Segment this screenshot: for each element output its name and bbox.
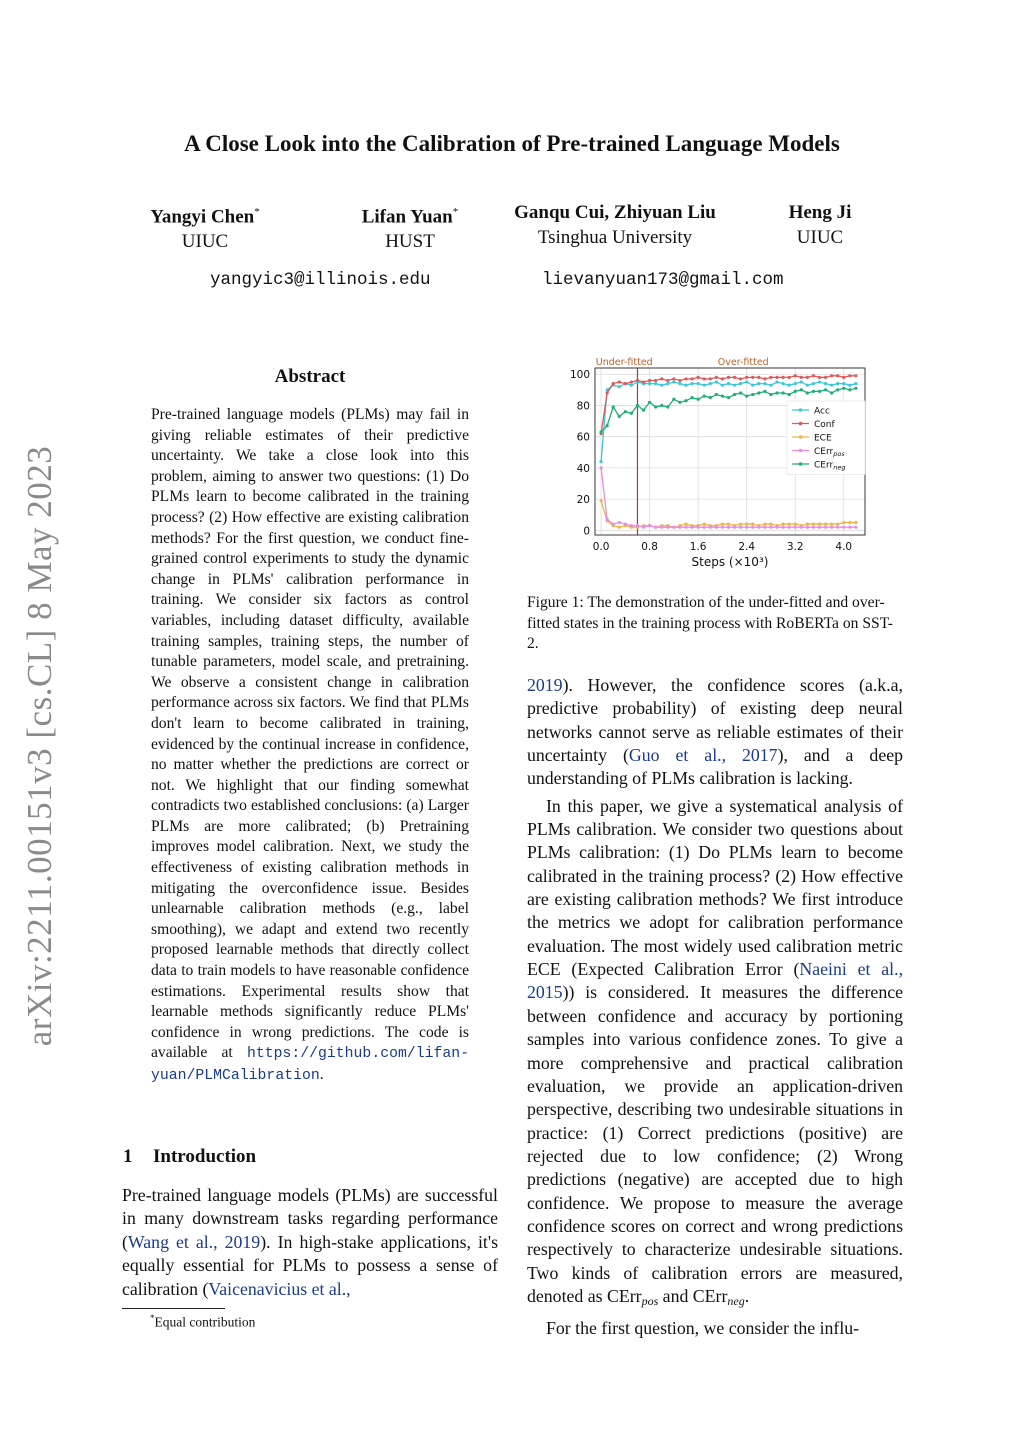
data-point-cerr-pos (672, 526, 675, 529)
data-point-cerr-neg (612, 405, 615, 408)
data-point-conf (715, 376, 718, 379)
data-point-conf (636, 379, 639, 382)
data-point-conf (672, 377, 675, 380)
data-point-acc (666, 382, 669, 385)
data-point-cerr-pos (763, 526, 766, 529)
data-point-conf (751, 376, 754, 379)
data-point-cerr-pos (818, 526, 821, 529)
legend-label-subscript: pos (833, 450, 845, 458)
data-point-cerr-pos (788, 526, 791, 529)
author-affiliation: UIUC (181, 231, 229, 253)
data-point-cerr-neg (830, 391, 833, 394)
data-point-cerr-pos (769, 526, 772, 529)
data-point-cerr-neg (800, 388, 803, 391)
data-point-cerr-pos (666, 526, 669, 529)
data-point-ece (788, 522, 791, 525)
data-point-cerr-pos (812, 526, 815, 529)
data-point-ece (848, 521, 851, 524)
data-point-cerr-neg (672, 398, 675, 401)
figure-caption: Figure 1: The demonstration of the under-fitted and over-fitted states in the training process with RoBERTa on SST-2. (527, 594, 893, 653)
data-point-cerr-pos (618, 521, 621, 524)
data-point-cerr-pos (660, 526, 663, 529)
series-line-cerr-pos (601, 468, 856, 527)
data-point-acc (745, 380, 748, 383)
author-3 (495, 200, 735, 250)
author-affiliation: UIUC (796, 227, 844, 248)
right-column-text (527, 674, 903, 1341)
right-text-d: )) is considered. It measures the difference between confidence and accuracy by portioning samples into various confidence zones. To give a more comprehensive and practical calibration evaluation, we provide an application-driven perspective, describing two undesirable situations in practice: (1) Correct predictions (positive) are rejected due to low confidence; (2) Wrong predictions (negative) are accepted due to high confidence. We propose to measure the average confidence scores on correct and wrong predictions respectively to characterize undesirable situations. Two kinds of calibration errors are measured, denoted as CErr (527, 982, 903, 1306)
data-point-conf (800, 376, 803, 379)
data-point-acc (648, 382, 651, 385)
data-point-ece (751, 522, 754, 525)
x-axis-label: Steps (×10³) (691, 555, 769, 569)
data-point-conf (733, 376, 736, 379)
y-tick-label: 60 (576, 431, 590, 444)
legend-marker (799, 422, 803, 426)
data-point-ece (703, 522, 706, 525)
data-point-cerr-pos (703, 526, 706, 529)
data-point-cerr-neg (654, 405, 657, 408)
data-point-ece (794, 522, 797, 525)
data-point-conf (739, 377, 742, 380)
section-number: 1 (123, 1146, 133, 1167)
y-tick-label: 0 (583, 525, 590, 538)
data-point-cerr-pos (794, 526, 797, 529)
data-point-cerr-pos (745, 526, 748, 529)
data-point-cerr-neg (690, 396, 693, 399)
data-point-acc (709, 382, 712, 385)
data-point-cerr-pos (612, 522, 615, 525)
data-point-ece (806, 522, 809, 525)
y-tick-label: 40 (576, 462, 590, 475)
data-point-conf (854, 374, 857, 377)
data-point-conf (721, 377, 724, 380)
data-point-acc (684, 384, 687, 387)
data-point-acc (727, 382, 730, 385)
data-point-ece (599, 499, 602, 502)
data-point-ece (824, 522, 827, 525)
data-point-conf (630, 380, 633, 383)
data-point-cerr-pos (678, 526, 681, 529)
data-point-ece (721, 522, 724, 525)
data-point-acc (751, 384, 754, 387)
data-point-cerr-pos (606, 518, 609, 521)
data-point-conf (612, 382, 615, 385)
legend-label: ECE (814, 433, 832, 444)
data-point-cerr-neg (775, 391, 778, 394)
data-point-cerr-neg (648, 401, 651, 404)
legend-marker (799, 462, 803, 466)
data-point-cerr-pos (800, 526, 803, 529)
data-point-acc (824, 382, 827, 385)
legend-marker (799, 408, 803, 412)
legend-label-subscript: neg (833, 463, 846, 472)
footnote (150, 1313, 255, 1331)
data-point-cerr-neg (618, 415, 621, 418)
data-point-cerr-pos (599, 466, 602, 469)
data-point-cerr-neg (769, 393, 772, 396)
data-point-cerr-neg (842, 387, 845, 390)
subscript-pos: pos (641, 1293, 659, 1308)
data-point-ece (763, 522, 766, 525)
data-point-conf (836, 374, 839, 377)
data-point-cerr-neg (836, 388, 839, 391)
data-point-cerr-pos (848, 526, 851, 529)
data-point-cerr-pos (721, 526, 724, 529)
over-fitted-label: Over-fitted (717, 357, 769, 368)
data-point-cerr-neg (721, 394, 724, 397)
footnote-text: Equal contribution (154, 1314, 256, 1330)
data-point-conf (703, 377, 706, 380)
data-point-acc (703, 384, 706, 387)
data-point-conf (624, 382, 627, 385)
data-point-cerr-pos (824, 526, 827, 529)
x-tick-label: 0.8 (641, 541, 658, 553)
data-point-conf (660, 377, 663, 380)
data-point-cerr-neg (642, 409, 645, 412)
data-point-acc (806, 384, 809, 387)
citation-vaicenavicius-year[interactable]: 2019 (527, 675, 563, 695)
data-point-cerr-pos (697, 526, 700, 529)
data-point-cerr-neg (818, 390, 821, 393)
data-point-cerr-pos (781, 526, 784, 529)
y-tick-label: 20 (576, 494, 590, 507)
data-point-ece (739, 522, 742, 525)
author-name: Ganqu Cui, Zhiyuan Liu (514, 202, 716, 223)
legend-label: Conf (814, 420, 835, 430)
data-point-ece (836, 522, 839, 525)
right-paragraph-3: For the first question, we consider the influ- (546, 1318, 860, 1339)
data-point-conf (606, 391, 609, 394)
calibration-chart (555, 352, 875, 574)
data-point-conf (818, 376, 821, 379)
data-point-acc (781, 382, 784, 385)
data-point-cerr-neg (745, 394, 748, 397)
data-point-cerr-pos (806, 526, 809, 529)
data-point-conf (709, 377, 712, 380)
data-point-acc (836, 382, 839, 385)
data-point-acc (818, 380, 821, 383)
data-point-conf (781, 376, 784, 379)
data-point-acc (812, 382, 815, 385)
email-1[interactable]: yangyic3@illinois.edu (210, 270, 431, 290)
data-point-conf (842, 376, 845, 379)
data-point-conf (654, 379, 657, 382)
email-2[interactable]: lievanyuan173@gmail.com (542, 270, 784, 290)
data-point-cerr-neg (854, 387, 857, 390)
data-point-conf (775, 376, 778, 379)
under-fitted-label: Under-fitted (595, 357, 653, 368)
data-point-ece (781, 522, 784, 525)
figure-1 (555, 352, 875, 574)
section-title: Introduction (153, 1146, 257, 1167)
data-point-ece (727, 522, 730, 525)
abstract-heading: Abstract (274, 366, 346, 387)
legend-label: Acc (814, 406, 830, 417)
data-point-cerr-neg (757, 391, 760, 394)
author-name: Heng Ji (788, 202, 852, 223)
footnote-mark: * (150, 1313, 155, 1323)
data-point-cerr-pos (690, 526, 693, 529)
data-point-cerr-pos (757, 526, 760, 529)
data-point-acc (678, 382, 681, 385)
intro-text-a: Pre-trained language models (PLMs) are successful in many downstream tasks regarding performance ( (122, 1185, 498, 1252)
data-point-ece (842, 521, 845, 524)
intro-text-b: ). In high-stake applications, it's equally essential for PLMs to possess a sense of calibration ( (122, 1231, 498, 1299)
author-name: Lifan Yuan (361, 206, 453, 228)
data-point-acc (830, 384, 833, 387)
data-point-acc (654, 382, 657, 385)
author-1 (130, 200, 280, 254)
data-point-ece (769, 522, 772, 525)
data-point-cerr-neg (703, 394, 706, 397)
data-point-cerr-neg (636, 404, 639, 407)
data-point-cerr-neg (751, 393, 754, 396)
y-tick-label: 100 (569, 369, 590, 382)
abstract-end: . (319, 1066, 324, 1083)
data-point-conf (794, 374, 797, 377)
data-point-acc (757, 382, 760, 385)
section-heading-introduction (123, 1146, 256, 1168)
data-point-acc (630, 384, 633, 387)
author-name: Yangyi Chen (150, 206, 255, 228)
data-point-ece (684, 522, 687, 525)
author-mark: * (452, 206, 459, 218)
data-point-cerr-pos (830, 526, 833, 529)
code-link[interactable]: https://github.com/lifan-yuan/PLMCalibration (151, 1046, 469, 1084)
data-point-conf (745, 376, 748, 379)
data-point-cerr-pos (654, 526, 657, 529)
arxiv-id: arXiv:2211.00151v3 [cs.CL] 8 May 2023 (20, 445, 59, 1046)
data-point-cerr-neg (739, 391, 742, 394)
data-point-cerr-pos (836, 526, 839, 529)
data-point-ece (812, 522, 815, 525)
data-point-cerr-pos (842, 526, 845, 529)
data-point-cerr-pos (775, 526, 778, 529)
right-text-c: In this paper, we give a systematical analysis of PLMs calibration. We consider two questions about PLMs calibration: (1) Do PLMs learn to become calibrated in the training process? (2) How effective are existing calibration methods? We first introduce the metrics we adopt for calibration performance evaluation. The most widely used calibration metric ECE (Expected Calibration Error ( (527, 795, 903, 980)
author-mark: * (254, 206, 260, 218)
data-point-acc (769, 384, 772, 387)
right-paragraph-1 (527, 674, 903, 791)
data-point-acc (848, 384, 851, 387)
data-point-cerr-neg (606, 424, 609, 427)
data-point-cerr-neg (727, 396, 730, 399)
data-point-cerr-pos (739, 526, 742, 529)
data-point-cerr-pos (751, 526, 754, 529)
data-point-cerr-neg (697, 398, 700, 401)
data-point-cerr-pos (733, 526, 736, 529)
data-point-cerr-pos (642, 526, 645, 529)
data-point-acc (854, 382, 857, 385)
x-tick-label: 4.0 (835, 541, 853, 553)
data-point-acc (672, 380, 675, 383)
author-2 (340, 200, 480, 254)
author-4 (770, 200, 870, 250)
author-affiliation: Tsinghua University (537, 227, 693, 248)
data-point-acc (733, 384, 736, 387)
data-point-conf (648, 379, 651, 382)
data-point-cerr-pos (630, 524, 633, 527)
right-text-f: . (744, 1285, 750, 1306)
data-point-conf (763, 377, 766, 380)
x-tick-label: 3.2 (786, 541, 804, 553)
author-affiliation: HUST (385, 231, 435, 253)
data-point-cerr-neg (678, 401, 681, 404)
abstract-text: Pre-trained language models (PLMs) may fail in giving reliable estimates of their predictive uncertainty. We take a close look into this problem, aiming to answer two questions: (1) Do PLMs learn to become calibrated in the training process? (2) How effective are existing calibration methods? For the first question, we conduct fine-grained control experiments to study the dynamic change in PLMs' calibration performance in training. We consider six factors as control variables, including dataset difficulty, available training samples, training steps, the number of tunable parameters, model scale, and pretraining. We observe a consistent change in calibration performance across six factors. We find that PLMs don't learn to become calibrated in training, evidenced by the continual increase in confidence, no matter whether the predictions are correct or not. We highlight that our finding somewhat contradicts two established conclusions: (a) Larger PLMs are more calibrated; (b) Pretraining improves model calibration. Next, we study the effectiveness of existing calibration methods in mitigating the overconfidence issue. Besides unlearnable calibration methods (e.g., label smoothing), we adapt and extend two recently proposed learnable methods that directly collect data to train models to have reasonable confidence estimations. Experimental results show that learnable methods significantly reduce PLMs' confidence in wrong predictions. The code is available at (151, 406, 469, 1062)
data-point-acc (788, 384, 791, 387)
citation-naeini[interactable]: Naeini et al., 2015 (527, 959, 904, 1003)
legend-marker (799, 435, 803, 439)
data-point-acc (721, 384, 724, 387)
data-point-acc (660, 384, 663, 387)
data-point-cerr-neg (794, 390, 797, 393)
data-point-conf (848, 374, 851, 377)
data-point-ece (830, 522, 833, 525)
citation-vaicenavicius[interactable]: Vaicenavicius et al., (208, 1278, 351, 1299)
data-point-cerr-pos (636, 524, 639, 527)
data-point-cerr-neg (763, 390, 766, 393)
data-point-ece (618, 526, 621, 529)
right-text-e: and CErr (658, 1285, 728, 1306)
data-point-cerr-neg (660, 404, 663, 407)
data-point-cerr-neg (599, 430, 602, 433)
data-point-cerr-neg (733, 393, 736, 396)
data-point-acc (697, 382, 700, 385)
data-point-cerr-pos (709, 526, 712, 529)
data-point-cerr-neg (709, 396, 712, 399)
paper-title: A Close Look into the Calibration of Pre-trained Language Models (184, 131, 840, 156)
data-point-conf (690, 377, 693, 380)
data-point-cerr-neg (666, 405, 669, 408)
right-text-a: ). However, the confidence scores (a.k.a, predictive probability) of existing deep neural networks cannot serve as reliable estimates of their uncertainty ( (527, 675, 903, 766)
data-point-conf (769, 376, 772, 379)
data-point-ece (745, 522, 748, 525)
data-point-conf (684, 377, 687, 380)
data-point-conf (788, 376, 791, 379)
legend-marker (799, 449, 803, 453)
x-tick-label: 2.4 (738, 541, 756, 553)
data-point-cerr-pos (648, 524, 651, 527)
data-point-cerr-neg (788, 393, 791, 396)
arxiv-stamp (20, 445, 60, 1046)
data-point-conf (806, 376, 809, 379)
data-point-conf (678, 379, 681, 382)
data-point-acc (599, 460, 602, 463)
right-text-b: ), and a deep understanding of PLMs calibration is lacking. (527, 745, 903, 789)
data-point-ece (818, 522, 821, 525)
data-point-conf (757, 376, 760, 379)
intro-paragraph (122, 1184, 498, 1301)
footnote-rule (122, 1308, 225, 1309)
data-point-cerr-neg (684, 399, 687, 402)
data-point-cerr-pos (715, 526, 718, 529)
data-point-cerr-neg (812, 390, 815, 393)
legend-label: CErr$_{pos}$ (814, 447, 845, 458)
data-point-conf (812, 374, 815, 377)
data-point-cerr-neg (630, 412, 633, 415)
data-point-conf (666, 379, 669, 382)
data-point-cerr-pos (854, 526, 857, 529)
right-paragraph-2 (527, 795, 903, 1314)
data-point-acc (842, 382, 845, 385)
data-point-conf (727, 376, 730, 379)
data-point-ece (854, 521, 857, 524)
abstract-body (151, 405, 469, 1087)
data-point-acc (690, 382, 693, 385)
data-point-conf (642, 380, 645, 383)
data-point-acc (794, 382, 797, 385)
data-point-acc (763, 382, 766, 385)
x-tick-label: 0.0 (592, 541, 610, 553)
data-point-conf (697, 376, 700, 379)
x-tick-label: 1.6 (689, 541, 707, 553)
data-point-cerr-neg (715, 393, 718, 396)
citation-wang[interactable]: Wang et al., 2019 (127, 1231, 261, 1252)
data-point-cerr-pos (684, 526, 687, 529)
data-point-cerr-pos (727, 526, 730, 529)
y-tick-label: 80 (576, 400, 590, 413)
data-point-acc (739, 382, 742, 385)
data-point-acc (775, 380, 778, 383)
data-point-cerr-neg (848, 388, 851, 391)
subscript-neg: neg (727, 1293, 745, 1308)
data-point-conf (824, 376, 827, 379)
data-point-cerr-pos (624, 522, 627, 525)
data-point-conf (830, 374, 833, 377)
data-point-cerr-neg (806, 391, 809, 394)
data-point-acc (800, 380, 803, 383)
data-point-conf (618, 380, 621, 383)
citation-guo[interactable]: Guo et al., 2017 (628, 745, 778, 766)
data-point-acc (618, 385, 621, 388)
data-point-cerr-neg (624, 410, 627, 413)
data-point-acc (715, 380, 718, 383)
data-point-cerr-neg (781, 391, 784, 394)
data-point-cerr-neg (824, 388, 827, 391)
legend-label: CErr$_{neg}$ (814, 460, 846, 472)
